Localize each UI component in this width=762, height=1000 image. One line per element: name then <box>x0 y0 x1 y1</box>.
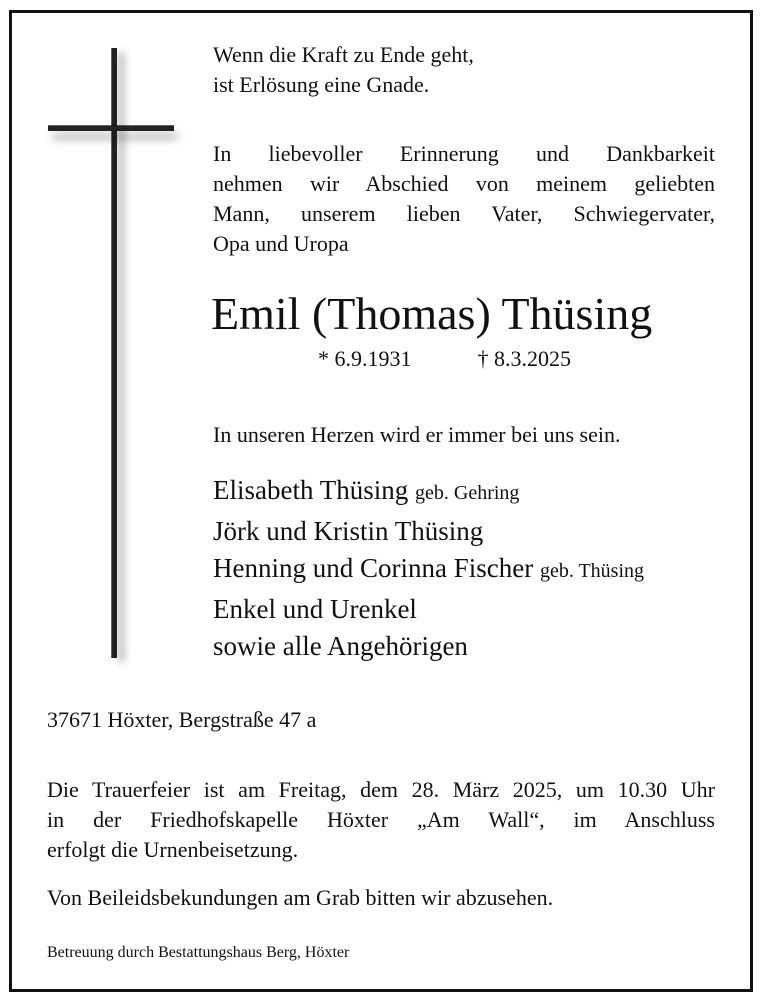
service-line: Die Trauerfeier ist am Freitag, dem 28. März 2025, um 10.30 Uhr <box>47 777 715 802</box>
life-dates <box>318 344 571 374</box>
mourner-note: geb. Gehring <box>415 482 520 504</box>
intro-line: Opa und Uropa <box>213 231 349 256</box>
mourner-name: Elisabeth Thüsing <box>213 475 409 505</box>
mourner-row <box>213 591 743 629</box>
verse-line: Wenn die Kraft zu Ende geht, <box>213 42 474 67</box>
verse-line: ist Erlösung eine Gnade. <box>213 72 430 97</box>
mourner-row <box>213 628 743 666</box>
mourner-row <box>213 472 743 513</box>
mourner-note: geb. Thüsing <box>539 560 645 582</box>
birth-date: * 6.9.1931 <box>318 346 412 371</box>
intro-text <box>213 139 715 259</box>
mourner-name: sowie alle Angehörigen <box>213 631 468 661</box>
mourner-row <box>213 513 743 551</box>
mourner-name: Jörk und Kristin Thüsing <box>213 515 484 546</box>
cross-vertical-beam <box>112 48 117 658</box>
motto: In unseren Herzen wird er immer bei uns sein. <box>213 422 621 447</box>
intro-line: Mann, unserem lieben Vater, Schwiegervater, <box>213 201 715 226</box>
mourners-list <box>213 472 743 666</box>
condolence-note: Von Beileidsbekundungen am Grab bitten wir abzusehen. <box>47 885 554 910</box>
deceased-name: Emil (Thomas) Thüsing <box>211 288 653 339</box>
intro-line: In liebevoller Erinnerung und Dankbarkeit <box>213 141 715 166</box>
service-line: in der Friedhofskapelle Höxter „Am Wall“, im Anschluss <box>47 807 715 832</box>
verse <box>213 40 713 100</box>
death-date: † 8.3.2025 <box>477 346 571 371</box>
intro-line: nehmen wir Abschied von meinem geliebten <box>213 171 715 196</box>
address: 37671 Höxter, Bergstraße 47 a <box>47 707 317 732</box>
mourner-name: Henning und Corinna Fischer <box>213 553 534 583</box>
service-line: erfolgt die Urnenbeisetzung. <box>47 837 299 862</box>
mourner-row <box>213 550 743 591</box>
funeral-home-credit: Betreuung durch Bestattungshaus Berg, Höxter <box>47 944 350 961</box>
service-info <box>47 775 715 865</box>
cross-horizontal-beam <box>48 126 174 131</box>
mourner-name: Enkel und Urenkel <box>213 593 417 624</box>
